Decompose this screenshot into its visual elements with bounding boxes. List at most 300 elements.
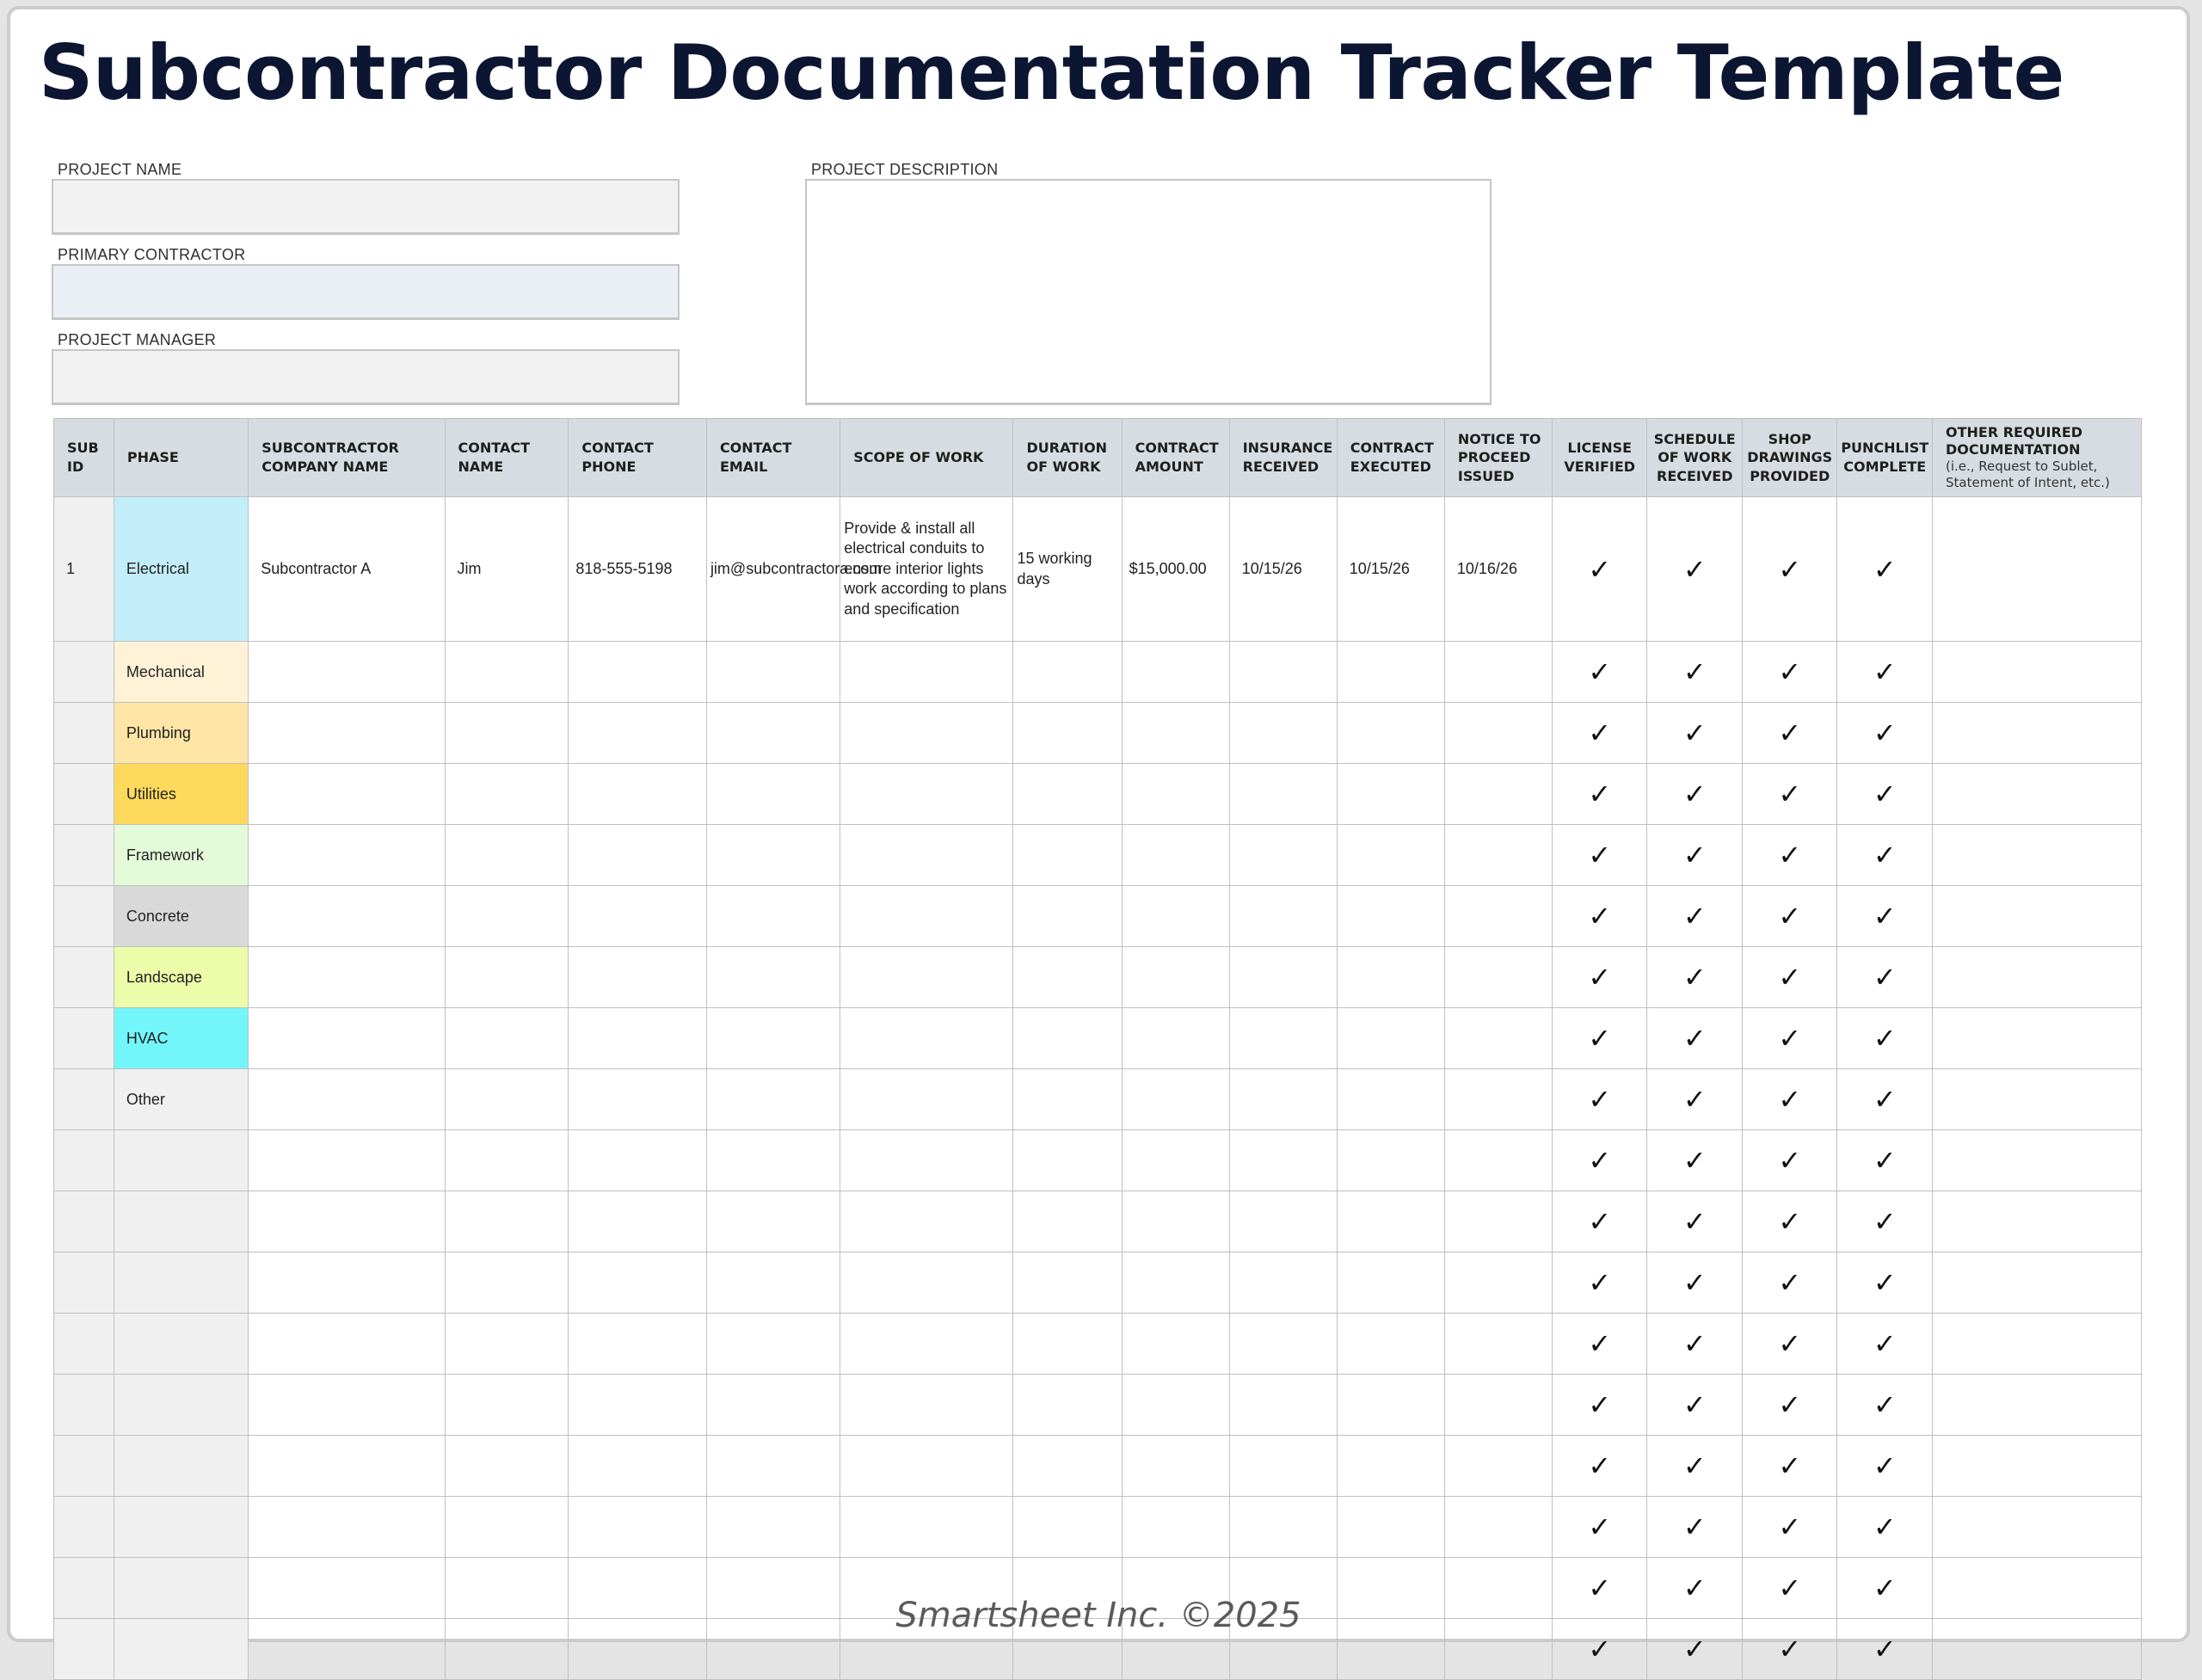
project-manager-field[interactable] (52, 349, 680, 405)
cell-contact-phone[interactable] (569, 1191, 707, 1252)
cell-phase[interactable] (114, 1436, 248, 1497)
table-row (54, 1008, 2142, 1069)
cell-insurance[interactable] (1229, 703, 1337, 764)
cell-company[interactable] (249, 642, 445, 703)
cell-punch-checkmark[interactable]: ✓ (1837, 1497, 1933, 1558)
cell-sub-id[interactable] (54, 1497, 114, 1558)
cell-amount[interactable]: $15,000.00 (1122, 497, 1229, 642)
cell-contact-email[interactable] (706, 1314, 840, 1375)
cell-executed[interactable]: 10/15/26 (1337, 497, 1444, 642)
cell-contact-phone[interactable] (569, 1069, 707, 1130)
cell-schedule-checkmark[interactable]: ✓ (1647, 1436, 1743, 1497)
cell-sub-id[interactable] (54, 1252, 114, 1314)
cell-notice[interactable] (1444, 642, 1552, 703)
cell-contact-email[interactable] (706, 1130, 840, 1191)
cell-company[interactable] (249, 947, 445, 1008)
cell-punch-checkmark[interactable]: ✓ (1837, 1008, 1933, 1069)
col-header-contact-name: CONTACT NAME (445, 419, 569, 497)
cell-executed[interactable] (1337, 1008, 1444, 1069)
cell-company[interactable] (249, 825, 445, 886)
cell-executed[interactable] (1337, 703, 1444, 764)
cell-contact-name[interactable] (445, 764, 569, 825)
cell-insurance[interactable] (1229, 886, 1337, 947)
cell-shop-checkmark[interactable]: ✓ (1742, 1375, 1837, 1436)
cell-insurance[interactable] (1229, 1130, 1337, 1191)
cell-schedule-checkmark[interactable]: ✓ (1647, 1314, 1743, 1375)
cell-amount[interactable] (1122, 1191, 1229, 1252)
cell-executed[interactable] (1337, 1191, 1444, 1252)
cell-schedule-checkmark[interactable]: ✓ (1647, 825, 1743, 886)
cell-amount[interactable] (1122, 642, 1229, 703)
cell-company[interactable] (249, 703, 445, 764)
cell-insurance[interactable] (1229, 1436, 1337, 1497)
cell-phase[interactable] (114, 1497, 248, 1558)
cell-other[interactable] (1932, 642, 2141, 703)
cell-phase[interactable]: Landscape (114, 947, 248, 1008)
cell-punch-checkmark[interactable]: ✓ (1837, 764, 1933, 825)
cell-amount[interactable] (1122, 703, 1229, 764)
cell-sub-id[interactable] (54, 825, 114, 886)
cell-shop-checkmark[interactable]: ✓ (1742, 764, 1837, 825)
cell-license-checkmark[interactable]: ✓ (1552, 1497, 1647, 1558)
cell-contact-phone[interactable]: 818-555-5198 (569, 497, 707, 642)
cell-scope[interactable] (840, 764, 1013, 825)
cell-other[interactable] (1932, 1130, 2141, 1191)
cell-punch-checkmark[interactable]: ✓ (1837, 1619, 1933, 1680)
cell-contact-name[interactable] (445, 1130, 569, 1191)
cell-sub-id[interactable] (54, 1314, 114, 1375)
project-description-field[interactable] (805, 179, 1492, 405)
cell-contact-email[interactable] (706, 1069, 840, 1130)
cell-insurance[interactable] (1229, 1191, 1337, 1252)
cell-other[interactable] (1932, 947, 2141, 1008)
cell-punch-checkmark[interactable]: ✓ (1837, 947, 1933, 1008)
cell-duration[interactable] (1013, 1436, 1122, 1497)
cell-contact-email[interactable] (706, 947, 840, 1008)
cell-contact-name[interactable] (445, 1497, 569, 1558)
cell-insurance[interactable]: 10/15/26 (1229, 497, 1337, 642)
cell-license-checkmark[interactable]: ✓ (1552, 825, 1647, 886)
cell-amount[interactable] (1122, 764, 1229, 825)
cell-punch-checkmark[interactable]: ✓ (1837, 642, 1933, 703)
cell-schedule-checkmark[interactable]: ✓ (1647, 886, 1743, 947)
page-title: Subcontractor Documentation Tracker Template (39, 28, 2064, 117)
cell-contact-name[interactable]: Jim (445, 497, 569, 642)
cell-other[interactable] (1932, 1436, 2141, 1497)
cell-duration[interactable] (1013, 1191, 1122, 1252)
cell-shop-checkmark[interactable]: ✓ (1742, 1558, 1837, 1619)
cell-other[interactable] (1932, 1069, 2141, 1130)
cell-insurance[interactable] (1229, 1069, 1337, 1130)
table-row (54, 1069, 2142, 1130)
cell-sub-id[interactable] (54, 947, 114, 1008)
cell-duration[interactable] (1013, 825, 1122, 886)
header-row (54, 419, 2142, 497)
cell-contact-name[interactable] (445, 1314, 569, 1375)
cell-company[interactable] (249, 1375, 445, 1436)
cell-executed[interactable] (1337, 886, 1444, 947)
cell-phase[interactable]: Framework (114, 825, 248, 886)
cell-amount[interactable] (1122, 947, 1229, 1008)
cell-notice[interactable] (1444, 703, 1552, 764)
cell-notice[interactable] (1444, 886, 1552, 947)
cell-other[interactable] (1932, 764, 2141, 825)
cell-notice[interactable] (1444, 1314, 1552, 1375)
cell-license-checkmark[interactable]: ✓ (1552, 642, 1647, 703)
cell-notice[interactable] (1444, 1008, 1552, 1069)
cell-contact-phone[interactable] (569, 886, 707, 947)
cell-sub-id[interactable]: 1 (54, 497, 114, 642)
col-header-contact-phone: CONTACT PHONE (569, 419, 707, 497)
cell-punch-checkmark[interactable]: ✓ (1837, 1558, 1933, 1619)
cell-insurance[interactable] (1229, 825, 1337, 886)
cell-notice[interactable] (1444, 764, 1552, 825)
cell-license-checkmark[interactable]: ✓ (1552, 1314, 1647, 1375)
col-header-license: LICENSE VERIFIED (1552, 419, 1647, 497)
cell-schedule-checkmark[interactable]: ✓ (1647, 947, 1743, 1008)
cell-contact-name[interactable] (445, 1375, 569, 1436)
cell-schedule-checkmark[interactable]: ✓ (1647, 1252, 1743, 1314)
cell-scope[interactable] (840, 1069, 1013, 1130)
cell-schedule-checkmark[interactable]: ✓ (1647, 1375, 1743, 1436)
cell-shop-checkmark[interactable]: ✓ (1742, 825, 1837, 886)
cell-shop-checkmark[interactable]: ✓ (1742, 886, 1837, 947)
cell-executed[interactable] (1337, 1497, 1444, 1558)
cell-schedule-checkmark[interactable]: ✓ (1647, 703, 1743, 764)
cell-phase[interactable] (114, 1375, 248, 1436)
cell-insurance[interactable] (1229, 642, 1337, 703)
cell-duration[interactable] (1013, 764, 1122, 825)
cell-other[interactable] (1932, 1252, 2141, 1314)
cell-sub-id[interactable] (54, 886, 114, 947)
cell-notice[interactable] (1444, 1436, 1552, 1497)
cell-insurance[interactable] (1229, 1375, 1337, 1436)
cell-contact-name[interactable] (445, 1008, 569, 1069)
cell-duration[interactable] (1013, 703, 1122, 764)
cell-license-checkmark[interactable]: ✓ (1552, 1191, 1647, 1252)
cell-other[interactable] (1932, 1497, 2141, 1558)
cell-phase[interactable] (114, 1252, 248, 1314)
cell-schedule-checkmark[interactable]: ✓ (1647, 1619, 1743, 1680)
cell-notice[interactable] (1444, 1375, 1552, 1436)
cell-contact-name[interactable] (445, 1069, 569, 1130)
cell-executed[interactable] (1337, 1130, 1444, 1191)
cell-other[interactable] (1932, 1375, 2141, 1436)
cell-insurance[interactable] (1229, 1314, 1337, 1375)
cell-amount[interactable] (1122, 1130, 1229, 1191)
cell-punch-checkmark[interactable]: ✓ (1837, 1069, 1933, 1130)
cell-amount[interactable] (1122, 1008, 1229, 1069)
cell-schedule-checkmark[interactable]: ✓ (1647, 1497, 1743, 1558)
cell-duration[interactable] (1013, 1375, 1122, 1436)
cell-shop-checkmark[interactable]: ✓ (1742, 947, 1837, 1008)
cell-punch-checkmark[interactable]: ✓ (1837, 825, 1933, 886)
cell-license-checkmark[interactable]: ✓ (1552, 886, 1647, 947)
cell-amount[interactable] (1122, 1436, 1229, 1497)
cell-duration[interactable] (1013, 642, 1122, 703)
cell-punch-checkmark[interactable]: ✓ (1837, 1375, 1933, 1436)
cell-punch-checkmark[interactable]: ✓ (1837, 703, 1933, 764)
cell-company[interactable] (249, 1191, 445, 1252)
cell-phase[interactable]: Mechanical (114, 642, 248, 703)
cell-other[interactable] (1932, 497, 2141, 642)
cell-amount[interactable] (1122, 1252, 1229, 1314)
cell-amount[interactable] (1122, 1497, 1229, 1558)
cell-phase[interactable]: Concrete (114, 886, 248, 947)
cell-contact-email[interactable]: jim@subcontractora.com (706, 497, 840, 642)
cell-notice[interactable] (1444, 1069, 1552, 1130)
cell-license-checkmark[interactable]: ✓ (1552, 1069, 1647, 1130)
cell-notice[interactable] (1444, 1130, 1552, 1191)
cell-schedule-checkmark[interactable]: ✓ (1647, 642, 1743, 703)
cell-sub-id[interactable] (54, 703, 114, 764)
cell-punch-checkmark[interactable]: ✓ (1837, 497, 1933, 642)
cell-punch-checkmark[interactable]: ✓ (1837, 1191, 1933, 1252)
cell-sub-id[interactable] (54, 1008, 114, 1069)
cell-shop-checkmark[interactable]: ✓ (1742, 1130, 1837, 1191)
cell-notice[interactable] (1444, 947, 1552, 1008)
cell-contact-email[interactable] (706, 1252, 840, 1314)
cell-shop-checkmark[interactable]: ✓ (1742, 1252, 1837, 1314)
cell-executed[interactable] (1337, 947, 1444, 1008)
cell-scope[interactable] (840, 703, 1013, 764)
cell-punch-checkmark[interactable]: ✓ (1837, 1314, 1933, 1375)
cell-schedule-checkmark[interactable]: ✓ (1647, 1008, 1743, 1069)
cell-other[interactable] (1932, 1008, 2141, 1069)
cell-scope[interactable] (840, 1252, 1013, 1314)
cell-shop-checkmark[interactable]: ✓ (1742, 1436, 1837, 1497)
cell-license-checkmark[interactable]: ✓ (1552, 1130, 1647, 1191)
cell-other[interactable] (1932, 1191, 2141, 1252)
cell-amount[interactable] (1122, 1069, 1229, 1130)
cell-contact-name[interactable] (445, 886, 569, 947)
cell-contact-name[interactable] (445, 1252, 569, 1314)
cell-sub-id[interactable] (54, 1375, 114, 1436)
cell-shop-checkmark[interactable]: ✓ (1742, 1008, 1837, 1069)
cell-other[interactable] (1932, 825, 2141, 886)
cell-amount[interactable] (1122, 1314, 1229, 1375)
cell-duration[interactable] (1013, 886, 1122, 947)
cell-schedule-checkmark[interactable]: ✓ (1647, 497, 1743, 642)
cell-license-checkmark[interactable]: ✓ (1552, 1558, 1647, 1619)
cell-contact-email[interactable] (706, 703, 840, 764)
cell-insurance[interactable] (1229, 947, 1337, 1008)
cell-executed[interactable] (1337, 764, 1444, 825)
cell-contact-email[interactable] (706, 1375, 840, 1436)
cell-notice[interactable] (1444, 1191, 1552, 1252)
cell-license-checkmark[interactable]: ✓ (1552, 497, 1647, 642)
table-row (54, 947, 2142, 1008)
cell-shop-checkmark[interactable]: ✓ (1742, 497, 1837, 642)
cell-license-checkmark[interactable]: ✓ (1552, 1252, 1647, 1314)
cell-shop-checkmark[interactable]: ✓ (1742, 642, 1837, 703)
cell-notice[interactable] (1444, 1497, 1552, 1558)
cell-contact-email[interactable] (706, 642, 840, 703)
cell-duration[interactable] (1013, 1069, 1122, 1130)
cell-scope[interactable] (840, 947, 1013, 1008)
cell-shop-checkmark[interactable]: ✓ (1742, 1314, 1837, 1375)
cell-scope[interactable] (840, 642, 1013, 703)
cell-phase[interactable]: Plumbing (114, 703, 248, 764)
cell-executed[interactable] (1337, 1314, 1444, 1375)
cell-contact-phone[interactable] (569, 764, 707, 825)
cell-contact-phone[interactable] (569, 703, 707, 764)
cell-executed[interactable] (1337, 1069, 1444, 1130)
cell-contact-email[interactable] (706, 1191, 840, 1252)
cell-contact-email[interactable] (706, 1436, 840, 1497)
cell-duration[interactable] (1013, 1314, 1122, 1375)
cell-duration[interactable] (1013, 1252, 1122, 1314)
project-name-field[interactable] (52, 179, 680, 235)
cell-phase[interactable]: Electrical (114, 497, 248, 642)
cell-duration[interactable] (1013, 947, 1122, 1008)
cell-amount[interactable] (1122, 825, 1229, 886)
cell-schedule-checkmark[interactable]: ✓ (1647, 1069, 1743, 1130)
table-row (54, 703, 2142, 764)
cell-scope[interactable] (840, 1130, 1013, 1191)
cell-license-checkmark[interactable]: ✓ (1552, 1008, 1647, 1069)
cell-sub-id[interactable] (54, 1130, 114, 1191)
cell-scope[interactable] (840, 1191, 1013, 1252)
cell-duration[interactable] (1013, 1008, 1122, 1069)
cell-contact-phone[interactable] (569, 1436, 707, 1497)
cell-company[interactable] (249, 1069, 445, 1130)
cell-insurance[interactable] (1229, 1008, 1337, 1069)
cell-phase[interactable]: HVAC (114, 1008, 248, 1069)
col-header-other-note: (i.e., Request to Sublet, Statement of Intent, etc.) (1945, 458, 2110, 490)
cell-company[interactable] (249, 1314, 445, 1375)
cell-duration[interactable] (1013, 1497, 1122, 1558)
cell-company[interactable] (249, 1130, 445, 1191)
cell-scope[interactable] (840, 1436, 1013, 1497)
cell-scope[interactable] (840, 1375, 1013, 1436)
table-row (54, 1314, 2142, 1375)
cell-license-checkmark[interactable]: ✓ (1552, 1436, 1647, 1497)
cell-executed[interactable] (1337, 642, 1444, 703)
cell-schedule-checkmark[interactable]: ✓ (1647, 1191, 1743, 1252)
cell-punch-checkmark[interactable]: ✓ (1837, 886, 1933, 947)
cell-contact-name[interactable] (445, 642, 569, 703)
cell-sub-id[interactable] (54, 1069, 114, 1130)
cell-license-checkmark[interactable]: ✓ (1552, 947, 1647, 1008)
cell-insurance[interactable] (1229, 1497, 1337, 1558)
cell-scope[interactable] (840, 825, 1013, 886)
cell-contact-email[interactable] (706, 886, 840, 947)
cell-amount[interactable] (1122, 1375, 1229, 1436)
cell-contact-name[interactable] (445, 947, 569, 1008)
cell-company[interactable] (249, 764, 445, 825)
cell-other[interactable] (1932, 886, 2141, 947)
cell-scope[interactable] (840, 1497, 1013, 1558)
footer-copyright: Smartsheet Inc. ©2025 (895, 1596, 1301, 1635)
cell-phase[interactable] (114, 1191, 248, 1252)
cell-company[interactable] (249, 1436, 445, 1497)
cell-punch-checkmark[interactable]: ✓ (1837, 1252, 1933, 1314)
cell-punch-checkmark[interactable]: ✓ (1837, 1130, 1933, 1191)
cell-contact-email[interactable] (706, 764, 840, 825)
cell-contact-phone[interactable] (569, 1497, 707, 1558)
cell-punch-checkmark[interactable]: ✓ (1837, 1436, 1933, 1497)
cell-sub-id[interactable] (54, 764, 114, 825)
cell-shop-checkmark[interactable]: ✓ (1742, 1191, 1837, 1252)
cell-executed[interactable] (1337, 1436, 1444, 1497)
cell-duration[interactable]: 15 working days (1013, 497, 1122, 642)
cell-company[interactable] (249, 1497, 445, 1558)
cell-shop-checkmark[interactable]: ✓ (1742, 1497, 1837, 1558)
cell-license-checkmark[interactable]: ✓ (1552, 764, 1647, 825)
cell-contact-name[interactable] (445, 825, 569, 886)
cell-contact-phone[interactable] (569, 825, 707, 886)
cell-contact-email[interactable] (706, 825, 840, 886)
cell-contact-phone[interactable] (569, 1375, 707, 1436)
cell-scope[interactable] (840, 886, 1013, 947)
cell-contact-email[interactable] (706, 1008, 840, 1069)
cell-scope[interactable] (840, 1314, 1013, 1375)
col-header-phase: PHASE (114, 419, 248, 497)
project-name-label: PROJECT NAME (58, 161, 182, 178)
cell-executed[interactable] (1337, 1375, 1444, 1436)
cell-phase[interactable]: Other (114, 1069, 248, 1130)
cell-license-checkmark[interactable]: ✓ (1552, 1375, 1647, 1436)
cell-contact-phone[interactable] (569, 1008, 707, 1069)
cell-company[interactable]: Subcontractor A (249, 497, 445, 642)
cell-company[interactable] (249, 1252, 445, 1314)
cell-schedule-checkmark[interactable]: ✓ (1647, 1130, 1743, 1191)
cell-sub-id[interactable] (54, 642, 114, 703)
cell-contact-phone[interactable] (569, 642, 707, 703)
primary-contractor-field[interactable] (52, 264, 680, 320)
cell-shop-checkmark[interactable]: ✓ (1742, 1069, 1837, 1130)
cell-shop-checkmark[interactable]: ✓ (1742, 703, 1837, 764)
cell-scope[interactable] (840, 1008, 1013, 1069)
cell-contact-phone[interactable] (569, 1252, 707, 1314)
cell-notice[interactable] (1444, 825, 1552, 886)
cell-sub-id[interactable] (54, 1191, 114, 1252)
cell-notice[interactable]: 10/16/26 (1444, 497, 1552, 642)
cell-scope[interactable]: Provide & install all electrical conduits to ensure interior lights work according to plans and specification (840, 497, 1013, 642)
cell-other[interactable] (1932, 703, 2141, 764)
cell-company[interactable] (249, 1008, 445, 1069)
cell-phase[interactable]: Utilities (114, 764, 248, 825)
cell-company[interactable] (249, 886, 445, 947)
cell-license-checkmark[interactable]: ✓ (1552, 1619, 1647, 1680)
cell-amount[interactable] (1122, 886, 1229, 947)
cell-executed[interactable] (1337, 825, 1444, 886)
cell-executed[interactable] (1337, 1252, 1444, 1314)
cell-contact-name[interactable] (445, 703, 569, 764)
cell-insurance[interactable] (1229, 764, 1337, 825)
cell-sub-id[interactable] (54, 1436, 114, 1497)
cell-phase[interactable] (114, 1130, 248, 1191)
table-row (54, 764, 2142, 825)
cell-contact-phone[interactable] (569, 947, 707, 1008)
cell-duration[interactable] (1013, 1130, 1122, 1191)
cell-shop-checkmark[interactable]: ✓ (1742, 1619, 1837, 1680)
cell-license-checkmark[interactable]: ✓ (1552, 703, 1647, 764)
cell-contact-name[interactable] (445, 1191, 569, 1252)
cell-contact-name[interactable] (445, 1436, 569, 1497)
cell-contact-phone[interactable] (569, 1314, 707, 1375)
cell-contact-email[interactable] (706, 1497, 840, 1558)
cell-schedule-checkmark[interactable]: ✓ (1647, 764, 1743, 825)
cell-other[interactable] (1932, 1314, 2141, 1375)
cell-insurance[interactable] (1229, 1252, 1337, 1314)
cell-contact-phone[interactable] (569, 1130, 707, 1191)
cell-phase[interactable] (114, 1314, 248, 1375)
cell-schedule-checkmark[interactable]: ✓ (1647, 1558, 1743, 1619)
col-header-amount: CONTRACT AMOUNT (1122, 419, 1229, 497)
cell-notice[interactable] (1444, 1252, 1552, 1314)
